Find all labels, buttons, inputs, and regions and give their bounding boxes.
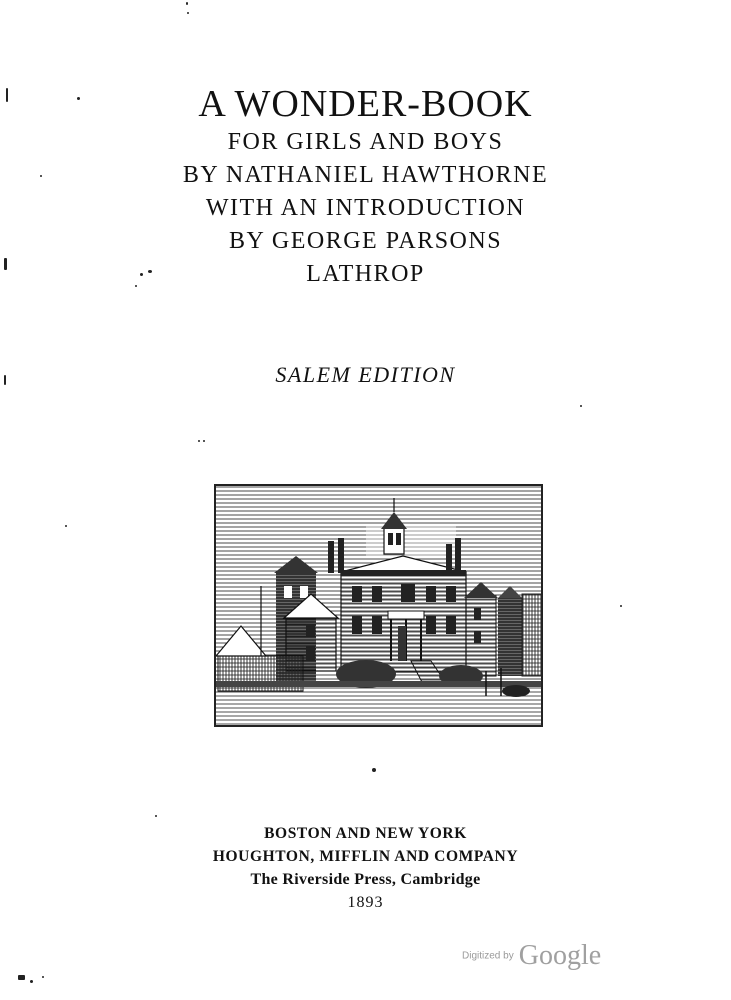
title-block (0, 82, 731, 291)
print-speck (203, 440, 205, 442)
print-speck (372, 768, 376, 772)
book-title: A WONDER-BOOK (198, 83, 533, 125)
print-speck (155, 815, 157, 817)
introducer-line: BY GEORGE PARSONS (228, 228, 503, 254)
publisher-name: HOUGHTON, MIFFLIN AND COMPANY (212, 848, 519, 865)
watermark-prefix: Digitized by (462, 950, 514, 962)
print-speck (18, 975, 25, 980)
print-speck (620, 605, 622, 607)
print-speck (65, 525, 67, 527)
digitized-watermark (462, 940, 601, 972)
introducer-surname-line: LATHROP (306, 261, 425, 287)
author-line: BY NATHANIEL HAWTHORNE (182, 162, 549, 188)
print-speck (186, 2, 188, 5)
subtitle-line: FOR GIRLS AND BOYS (227, 129, 504, 155)
edition-label: SALEM EDITION (275, 362, 456, 387)
publication-year: 1893 (347, 894, 384, 911)
house-engraving (214, 484, 543, 727)
print-speck (42, 976, 44, 978)
print-speck (580, 405, 582, 407)
watermark-brand: Google (518, 940, 602, 971)
publisher-cities: BOSTON AND NEW YORK (264, 825, 467, 842)
imprint-block (0, 822, 731, 914)
house-engraving-illustration (216, 486, 541, 725)
introduction-line: WITH AN INTRODUCTION (205, 195, 526, 221)
print-speck (187, 12, 189, 14)
print-speck (30, 980, 33, 983)
press-name: The Riverside Press, Cambridge (250, 871, 481, 888)
print-speck (198, 440, 200, 442)
